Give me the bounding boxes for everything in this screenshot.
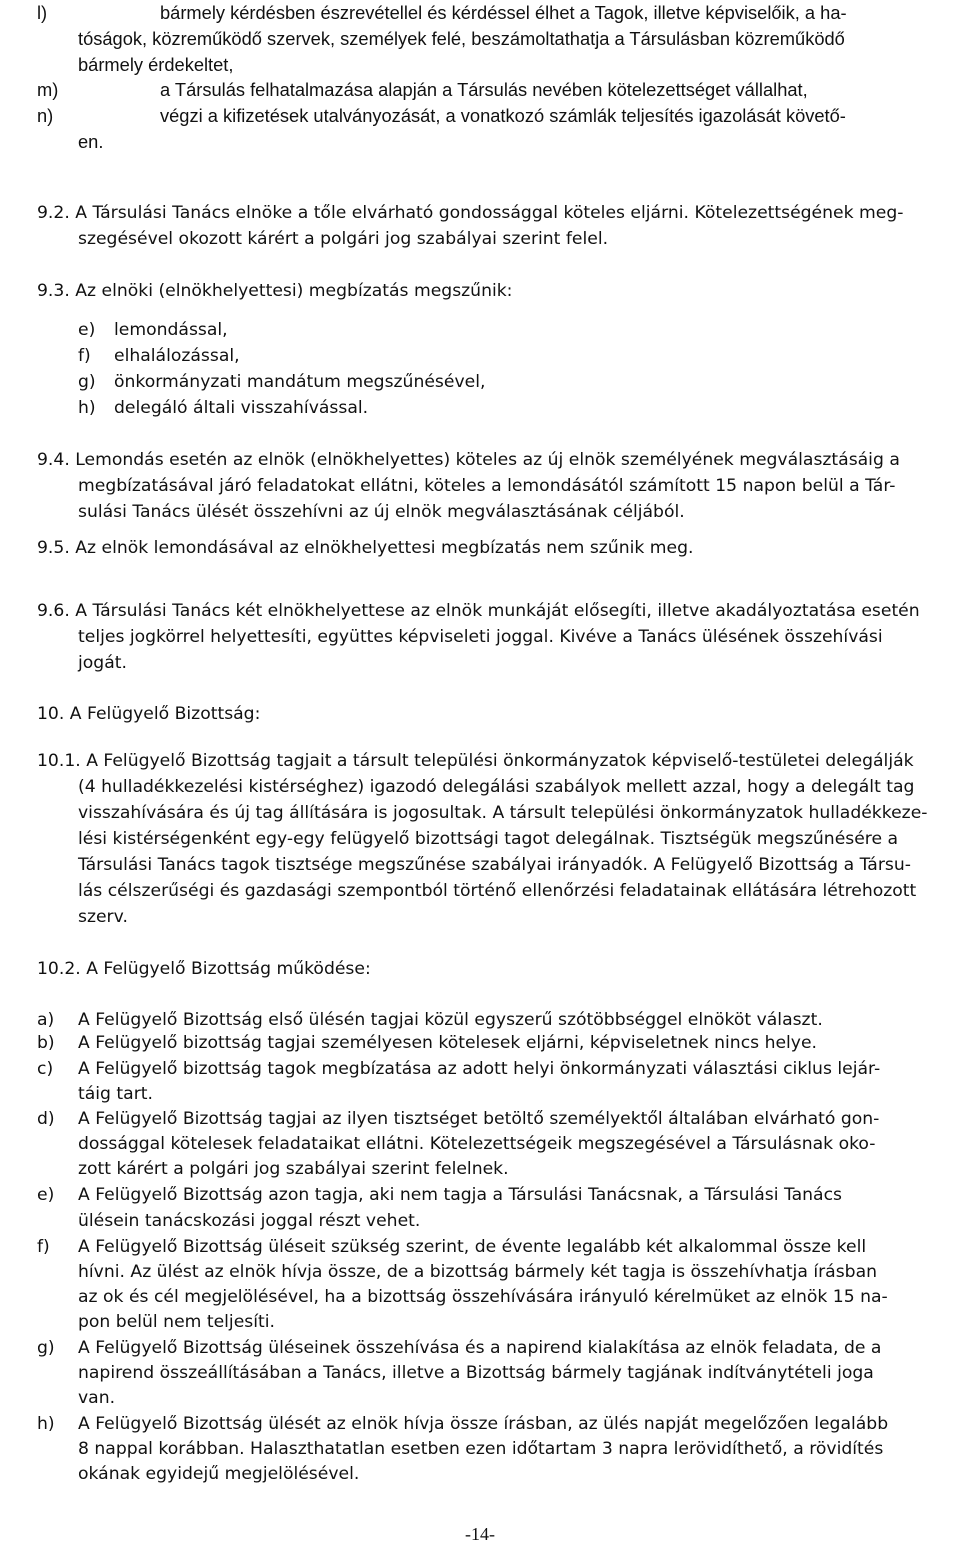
section-heading: 10.2. A Felügyelő Bizottság működése:	[37, 959, 371, 979]
list-text-line: pon belül nem teljesíti.	[78, 1312, 275, 1332]
list-marker: l)	[37, 2, 48, 23]
list-text-line: tóságok, közreműködő szervek, személyek felé, beszámoltathatja a Társulásban közreműködő	[78, 28, 845, 49]
list-marker: m)	[37, 79, 59, 100]
list-text-line: okának egyidejű megjelölésével.	[78, 1464, 360, 1484]
list-marker: b)	[37, 1033, 55, 1053]
paragraph-line: 9.5. Az elnök lemondásával az elnökhelyettesi megbízatás nem szűnik meg.	[37, 538, 694, 558]
list-text-line: A Felügyelő Bizottság üléseit szükség szerint, de évente legalább két alkalommal össze kell	[78, 1237, 867, 1257]
list-text: delegáló általi visszahívással.	[114, 398, 369, 418]
list-text: lemondással,	[114, 320, 228, 340]
list-marker: g)	[37, 1338, 55, 1358]
section-heading: 9.3. Az elnöki (elnökhelyettesi) megbízatás megszűnik:	[37, 281, 513, 301]
list-text-line: A Felügyelő Bizottság azon tagja, aki nem tagja a Társulási Tanácsnak, a Társulási Tanács	[78, 1185, 842, 1205]
list-marker: e)	[37, 1185, 55, 1205]
paragraph-line: lás célszerűségi és gazdasági szempontból történő ellenőrzési feladatainak ellátására létrehozott	[78, 881, 917, 901]
list-text-line: az ok és cél megjelölésével, ha a bizottság összehívására irányuló kérelmüket az elnök 15 na-	[78, 1287, 888, 1307]
list-text-line: bármely kérdésben észrevétellel és kérdéssel élhet a Tagok, illetve képviselőik, a ha-	[160, 2, 847, 23]
list-marker: e)	[78, 320, 96, 340]
list-text-line: A Felügyelő Bizottság első ülésén tagjai közül egyszerű szótöbbséggel elnököt választ.	[78, 1010, 823, 1030]
paragraph-line: szegésével okozott kárért a polgári jog szabályai szerint felel.	[78, 229, 609, 249]
list-text-line: a Társulás felhatalmazása alapján a Társulás nevében kötelezettséget vállalhat,	[160, 79, 808, 100]
paragraph-line: teljes jogkörrel helyettesíti, együttes képviseleti joggal. Kivéve a Tanács ülésének összehívási	[78, 627, 883, 647]
paragraph-line: 9.6. A Társulási Tanács két elnökhelyettese az elnök munkáját elősegíti, illetve akadályoztatása esetén	[37, 601, 920, 621]
paragraph-line: lési kistérségenként egy-egy felügyelő bizottsági tagot delegálnak. Tisztségük megszűnésére a	[78, 829, 899, 849]
list-marker: f)	[78, 346, 91, 366]
list-marker: c)	[37, 1059, 54, 1079]
list-text-line: A Felügyelő Bizottság ülését az elnök hívja össze írásban, az ülés napját megelőzően legalább	[78, 1414, 889, 1434]
list-marker: h)	[78, 398, 96, 418]
list-text-line: dossággal kötelesek feladataikat ellátni. Kötelezettségeik megszegésével a Társulásnak oko-	[78, 1134, 876, 1154]
list-marker: d)	[37, 1109, 55, 1129]
page-number: -14-	[465, 1524, 495, 1544]
paragraph-line: 9.4. Lemondás esetén az elnök (elnökhelyettes) köteles az új elnök személyének megválasztásáig a	[37, 450, 900, 470]
paragraph-line: jogát.	[78, 653, 127, 673]
paragraph-line: 10.1. A Felügyelő Bizottság tagjait a társult települési önkormányzatok képviselő-testületei delegálják	[37, 751, 914, 771]
list-text-line: napirend összeállításában a Tanács, illetve a Bizottság bármely tagjának indítványtételi joga	[78, 1363, 874, 1383]
list-text-line: A Felügyelő bizottság tagok megbízatása az adott helyi önkormányzati választási ciklus lejár-	[78, 1059, 881, 1079]
paragraph-line: Társulási Tanács tagok tisztsége megszűnése szabályai irányadók. A Felügyelő Bizottság a Társu-	[78, 855, 911, 875]
list-text-line: A Felügyelő Bizottság tagjai az ilyen tisztséget betöltő személyektől általában elvárható gon-	[78, 1109, 880, 1129]
list-marker: n)	[37, 105, 54, 126]
list-text-line: A Felügyelő bizottság tagjai személyesen kötelesek eljárni, képviseletnek nincs helye.	[78, 1033, 818, 1053]
list-marker: a)	[37, 1010, 55, 1030]
list-text-line: végzi a kifizetések utalványozását, a vonatkozó számlák teljesítés igazolását követő-	[160, 105, 846, 126]
list-text-line: A Felügyelő Bizottság üléseinek összehívása és a napirend kialakítása az elnök feladata, de a	[78, 1338, 882, 1358]
list-text-line: ülésein tanácskozási joggal részt vehet.	[78, 1211, 421, 1231]
list-marker: g)	[78, 372, 96, 392]
paragraph-line: 9.2. A Társulási Tanács elnöke a tőle elvárható gondossággal köteles eljárni. Kötelezettségének meg-	[37, 203, 904, 223]
list-text-line: táig tart.	[78, 1084, 153, 1104]
paragraph-line: megbízatásával járó feladatokat ellátni, köteles a lemondásától számított 15 napon belül a Tár-	[78, 476, 896, 496]
paragraph-line: szerv.	[78, 907, 128, 927]
list-text-line: bármely érdekeltet,	[78, 54, 234, 75]
list-text-line: 8 nappal korábban. Halaszthatatlan esetben ezen időtartam 3 napra lerövidíthető, a rövidítés	[78, 1439, 884, 1459]
list-text-line: en.	[78, 131, 104, 152]
list-text: önkormányzati mandátum megszűnésével,	[114, 372, 486, 392]
paragraph-line: (4 hulladékkezelési kistérséghez) igazodó delegálási szabályok mellett azzal, hogy a delegált tag	[78, 777, 915, 797]
list-text-line: hívni. Az ülést az elnök hívja össze, de a bizottság bármely két tagja is összehívhatja írásban	[78, 1262, 877, 1282]
paragraph-line: sulási Tanács ülését összehívni az új elnök megválasztásának céljából.	[78, 502, 685, 522]
paragraph-line: visszahívására és új tag állítására is jogosultak. A társult települési önkormányzatok hulladékkeze-	[78, 803, 928, 823]
list-text: elhalálozással,	[114, 346, 240, 366]
list-text-line: van.	[78, 1388, 116, 1408]
list-marker: f)	[37, 1237, 50, 1257]
list-marker: h)	[37, 1414, 55, 1434]
section-heading-10: 10. A Felügyelő Bizottság:	[37, 704, 261, 724]
list-text-line: zott kárért a polgári jog szabályai szerint felelnek.	[78, 1159, 509, 1179]
